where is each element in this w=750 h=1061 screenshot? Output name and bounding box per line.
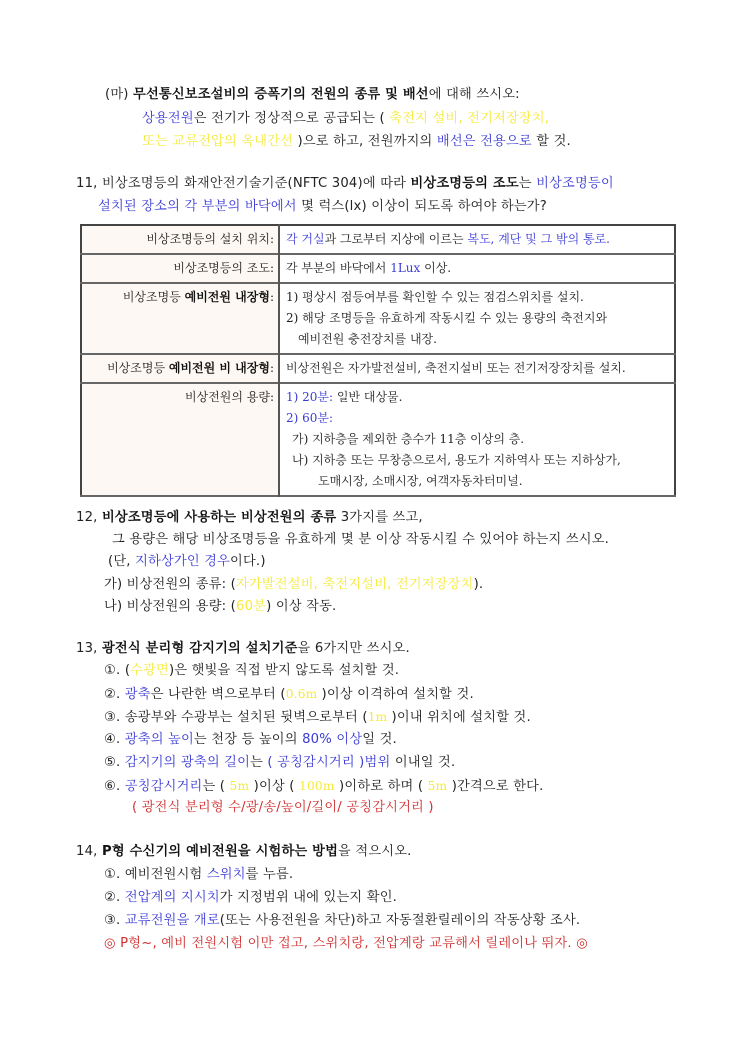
- item-number: ②.: [104, 890, 121, 905]
- q-ma-title-rest: 에 대해 쓰시오:: [428, 87, 520, 102]
- highlight-blue: 전압계의 지시치: [124, 890, 220, 905]
- q11-line1: [76, 175, 614, 193]
- table-row: [81, 383, 675, 496]
- q-ma-line2: [142, 110, 549, 128]
- text: 몇 럭스(lx) 이상이 되도록 하여야 하는가?: [296, 199, 547, 214]
- text: 을 6가지만 쓰시오.: [297, 641, 410, 656]
- highlight-blue: 교류전원을 개로: [124, 913, 220, 928]
- text: 이다.): [230, 554, 266, 569]
- text: 이내일 것.: [390, 755, 456, 770]
- highlight-blue: 설치된 장소의 각 부분의 바닥에서: [98, 199, 297, 214]
- row-value: [279, 383, 675, 496]
- text: 각 부분의 바닥에서: [286, 261, 391, 275]
- text: )이내 위치에 설치할 것.: [391, 710, 531, 725]
- list-item: 나) 지하층 또는 무창층으로서, 용도가 지하역사 또는 지하상가,: [292, 453, 621, 467]
- q-ma-title-bold: 무선통신보조설비의 증폭기의 전원의 종류 및 배선: [133, 87, 429, 102]
- highlight-blue: 복도, 계단 및 그 밖의 통로.: [467, 232, 610, 246]
- highlight-blue: 광축의 높이: [124, 732, 194, 747]
- text: ) 이상 작동.: [266, 599, 337, 614]
- text: 가 지정범위 내에 있는지 확인.: [219, 890, 398, 905]
- q13-item-1: [104, 662, 399, 680]
- text: (: [120, 663, 131, 678]
- item-number: ⑥.: [104, 779, 121, 794]
- highlight-blue: 지하상가인 경우: [135, 554, 231, 569]
- bold-text: 예비전원 비 내장형: [168, 361, 270, 375]
- q13-item-4: [104, 731, 397, 749]
- text: 는: [518, 176, 537, 191]
- text: 일반 대상물.: [333, 390, 403, 404]
- text: )은 햇빛을 직접 받지 않도록 설치할 것.: [169, 663, 400, 678]
- list-item: 예비전원 충전장치를 내장.: [298, 332, 437, 346]
- q-ma-title: [105, 86, 520, 104]
- row-label: 비상조명등의 설치 위치:: [81, 225, 279, 254]
- q12-answer-a: [104, 576, 483, 594]
- q11-line2: [98, 198, 547, 216]
- list-item: 가) 지하층을 제외한 층수가 11층 이상의 층.: [292, 432, 525, 446]
- highlight-blue: 상용전원: [142, 111, 194, 126]
- bold-text: P형 수신기의 예비전원을 시험하는 방법: [101, 844, 339, 859]
- highlight-blue: 각 거실: [286, 232, 325, 246]
- list-item: 2) 60분:: [286, 411, 334, 425]
- text: 을 적으시오.: [338, 844, 412, 859]
- q13-mnemonic: ( 광전식 분리형 수/광/송/높이/길이/ 공칭감시거리 ): [132, 800, 434, 815]
- q12-line1: [76, 509, 423, 527]
- highlight-blue: 광축: [124, 687, 151, 702]
- item-number: ①.: [104, 663, 121, 678]
- q13-item-3: [104, 708, 531, 727]
- text: 예비전원시험: [120, 867, 207, 882]
- row-label: 비상전원의 용량:: [81, 383, 279, 496]
- highlight-yellow: 자가발전설비, 축전지설비, 전기저장장치: [236, 577, 474, 592]
- list-item: [286, 387, 668, 408]
- list-item: 1) 평상시 점등여부를 확인할 수 있는 점검스위치를 설치.: [286, 290, 584, 304]
- q13-item-6: [104, 777, 543, 796]
- highlight-blue: 1Lux: [390, 261, 421, 275]
- text: 비상조명등: [122, 290, 185, 304]
- q14-item-1: [104, 866, 293, 884]
- text: 가) 비상전원의 종류: (: [104, 577, 237, 592]
- table-row: [81, 254, 675, 283]
- item-number: ⑤.: [104, 755, 121, 770]
- q12-line3: [108, 553, 266, 571]
- highlight-blue: 감지기의 광축의 길이: [124, 755, 251, 770]
- text: 는 천장 등 높이의: [193, 732, 303, 747]
- row-value: [279, 283, 675, 354]
- item-number: ②.: [104, 687, 121, 702]
- row-label: [81, 354, 279, 383]
- highlight-yellow: 1m: [367, 710, 392, 724]
- text: :: [269, 361, 274, 375]
- highlight-blue: 스위치: [206, 867, 246, 882]
- q14-mnemonic: ◎ P형~, 예비 전원시험 이만 접고, 스위치랑, 전압계랑 교류해서 릴레이나 뛰자. ◎: [104, 936, 588, 951]
- q14-title: [76, 843, 412, 861]
- item-number: ③.: [104, 913, 121, 928]
- row-value: [279, 225, 675, 254]
- bold-text: 비상조명등에 사용하는 비상전원의 종류: [101, 510, 337, 525]
- emergency-lighting-table: [80, 224, 676, 497]
- text: (또는 사용전원을 차단)하고 자동절환릴레이의 작동상황 조사.: [219, 913, 581, 928]
- q-ma-prefix: (마): [105, 87, 129, 102]
- text: 과 그로부터 지상에 이르는: [324, 232, 468, 246]
- highlight-yellow: 또는 교류전압의 옥내간선: [142, 134, 294, 149]
- list-item: 도매시장, 소매시장, 여객자동차터미널.: [318, 474, 523, 488]
- text: 를 누름.: [245, 867, 294, 882]
- highlight-yellow: 5m: [229, 779, 250, 793]
- highlight-blue: 비상조명등이: [536, 176, 614, 191]
- text: 이상.: [420, 261, 452, 275]
- question-number: 13,: [76, 641, 98, 656]
- table-row: [81, 354, 675, 383]
- text: )으로 하고, 전원까지의: [293, 134, 437, 149]
- row-value: 비상전원은 자가발전설비, 축전지설비 또는 전기저장장치를 설치.: [279, 354, 675, 383]
- text: (단,: [108, 554, 136, 569]
- question-number: 11,: [76, 176, 98, 191]
- highlight-blue: 공칭감시거리: [124, 779, 203, 794]
- row-value: [279, 254, 675, 283]
- text: 는: [250, 755, 268, 770]
- text: )간격으로 한다.: [447, 779, 544, 794]
- bold-text: 광전식 분리형 감지기의 설치기준: [101, 641, 298, 656]
- q13-item-2: [104, 685, 474, 704]
- question-number: 14,: [76, 844, 98, 859]
- text: 비상조명등의 화재안전기술기준(NFTC 304)에 따라: [97, 176, 411, 191]
- highlight-yellow: 축전지 설비, 전기저장장치,: [389, 111, 550, 126]
- text: )이상 (: [249, 779, 300, 794]
- highlight-yellow: 60분: [236, 599, 267, 614]
- q12-answer-b: [104, 598, 336, 616]
- highlight-yellow: 수광면: [130, 663, 169, 678]
- q14-item-3: [104, 912, 580, 930]
- text: ).: [473, 577, 484, 592]
- text: 할 것.: [531, 134, 571, 149]
- text: 은 나란한 벽으로부터 (: [150, 687, 286, 702]
- bold-text: 예비전원 내장형: [184, 290, 270, 304]
- text: :: [269, 290, 274, 304]
- text: 는 (: [202, 779, 230, 794]
- highlight-yellow: 0.6m: [285, 687, 322, 701]
- text: 그 용량은 해당 비상조명등을 유효하게 몇 분 이상 작동시킬 수 있어야 하는지 쓰시오.: [112, 532, 610, 547]
- text: 은 전기가 정상적으로 공급되는 (: [193, 111, 390, 126]
- item-number: ①.: [104, 867, 121, 882]
- highlight-yellow: 5m: [427, 779, 448, 793]
- row-label: 비상조명등의 조도:: [81, 254, 279, 283]
- text: 나) 비상전원의 용량: (: [104, 599, 237, 614]
- row-label: [81, 283, 279, 354]
- item-number: ③.: [104, 710, 121, 725]
- table-row: [81, 283, 675, 354]
- q13-item-5: [104, 754, 455, 772]
- q13-title: [76, 640, 410, 658]
- highlight-blue: ( 공칭감시거리 )범위: [267, 755, 391, 770]
- text: 송광부와 수광부는 설치된 뒷벽으로부터 (: [120, 710, 368, 725]
- bold-text: 비상조명등의 조도: [410, 176, 519, 191]
- question-number: 12,: [76, 510, 98, 525]
- item-number: ④.: [104, 732, 121, 747]
- text: 3가지를 쓰고,: [336, 510, 423, 525]
- text: )이상 이격하여 설치할 것.: [321, 687, 474, 702]
- q-ma-line3: [142, 133, 571, 151]
- text: )이하로 하며 (: [334, 779, 428, 794]
- highlight-blue: 배선은 전용으로: [436, 134, 532, 149]
- q12-line2: [112, 531, 609, 549]
- text: 일 것.: [362, 732, 397, 747]
- text: 비상조명등: [107, 361, 169, 375]
- highlight-blue: 1) 20분:: [286, 390, 334, 404]
- table-row: [81, 225, 675, 254]
- highlight-yellow: 100m: [299, 779, 335, 793]
- highlight-blue: 80% 이상: [302, 732, 363, 747]
- q14-item-2: [104, 889, 397, 907]
- list-item: 2) 해당 조명등을 유효하게 작동시킬 수 있는 용량의 축전지와: [286, 311, 608, 325]
